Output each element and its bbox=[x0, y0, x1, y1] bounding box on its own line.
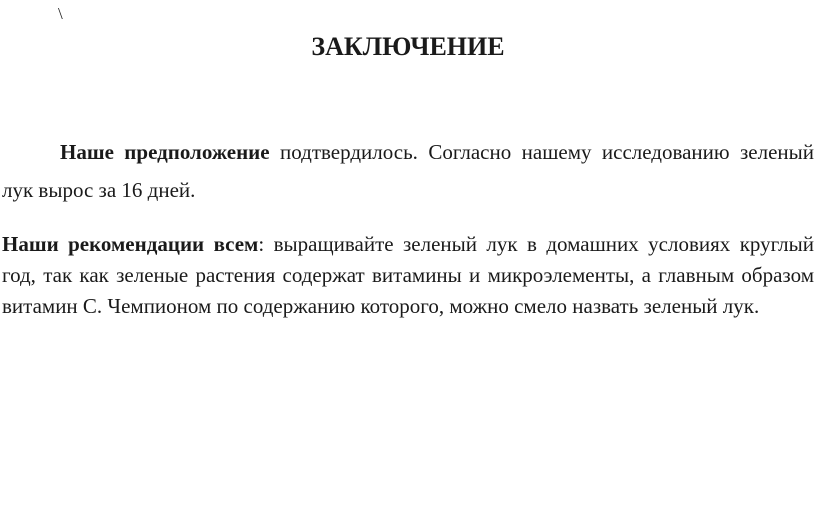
conclusion-paragraph-recommendations bbox=[2, 229, 814, 322]
conclusion-paragraph-hypothesis bbox=[2, 133, 814, 209]
hypothesis-bold-lead: Наше предположение bbox=[60, 140, 270, 164]
stray-backslash-mark: \ bbox=[58, 4, 63, 23]
recommendations-bold-lead: Наши рекомендации всем bbox=[2, 232, 259, 256]
page-title: ЗАКЛЮЧЕНИЕ bbox=[311, 32, 505, 61]
hypothesis-text: подтвердилось. Согласно нашему исследованию зеленый лук вырос за 16 дней. bbox=[2, 140, 814, 202]
recommendations-text: : выращивайте зеленый лук в домашних условиях круглый год, так как зеленые растения содержат витамины и микроэлементы, а главным образом витамин С. Чемпионом по содержанию которого, можно смело назвать зеленый лук. bbox=[2, 232, 814, 318]
